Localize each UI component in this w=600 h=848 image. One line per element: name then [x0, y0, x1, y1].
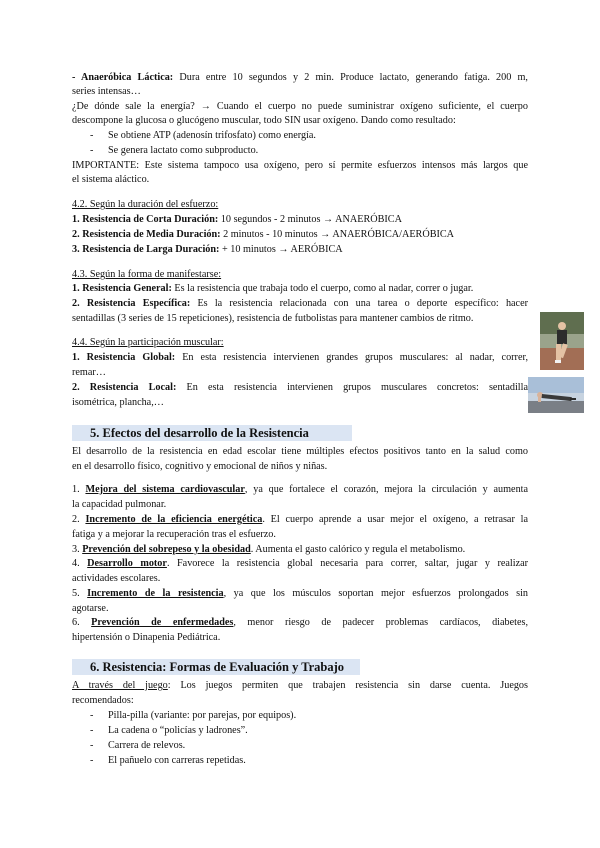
text-line: isométrica, plancha,… [72, 397, 164, 408]
bullet-dash: - [90, 710, 94, 721]
list-item: Pilla-pilla (variante: por parejas, por equipos). [108, 710, 297, 721]
bullet-dash: - [90, 755, 94, 766]
text-line: la capacidad pulmonar. [72, 499, 167, 510]
list-item: 1. Resistencia General: Es la resistencia que trabaja todo el cuerpo, como al nadar, correr o jugar. [72, 283, 474, 294]
list-item: 6. Prevención de enfermedades, menor riesgo de padecer problemas cardíacos, diabetes, [72, 617, 529, 628]
list-item: 1. Mejora del sistema cardiovascular, ya que fortalece el corazón, mejora la circulación y aumenta [72, 484, 529, 495]
list-item: 3. Prevención del sobrepeso y la obesidad. Aumenta el gasto calórico y regula el metabolismo. [72, 544, 466, 555]
text-line: IMPORTANTE: Este sistema tampoco usa oxígeno, pero sí permite esfuerzos intensos más largos que [72, 160, 528, 171]
list-item: 3. Resistencia de Larga Duración: + 10 minutos → AERÓBICA [72, 244, 343, 255]
list-item: A través del juego: Los juegos permiten que trabajen resistencia sin darse cuenta. Juegos [72, 680, 528, 691]
list-item: 2. Resistencia Local: En esta resistencia intervienen grupos musculares concretos: sentadilla [72, 382, 528, 393]
text-line: sentadillas (3 series de 15 repeticiones), resistencia de futbolistas para mantener cambios de ritmo. [72, 313, 474, 324]
list-item: 2. Incremento de la eficiencia energética. El cuerpo aprende a usar mejor el oxígeno, a retrasar la [72, 514, 528, 525]
section-heading: 5. Efectos del desarrollo de la Resistencia [90, 426, 309, 440]
subsection-title: 4.4. Según la participación muscular: [72, 337, 224, 348]
text-line: el sistema aláctico. [72, 174, 150, 185]
text-line: descompone la glucosa o glucógeno muscular, todo SIN usar oxígeno. Dando como resultado: [72, 115, 456, 126]
bullet-dash: - [90, 725, 94, 736]
bullet-dash: - [90, 130, 94, 141]
list-item: Carrera de relevos. [108, 740, 186, 751]
list-item: Se genera lactato como subproducto. [108, 145, 259, 156]
list-item: 2. Resistencia Específica: Es la resistencia relacionada con una tarea o deporte específico: hacer [72, 298, 528, 309]
text-line: actividades escolares. [72, 573, 161, 584]
text-line: remar… [72, 367, 106, 378]
list-item: 1. Resistencia de Corta Duración: 10 segundos - 2 minutos → ANAERÓBICA [72, 214, 402, 225]
text-line: agotarse. [72, 603, 109, 614]
list-item: 5. Incremento de la resistencia, ya que los músculos soportan mejor esfuerzos prolongados sin [72, 588, 528, 599]
text-line: hipertensión o Dinapenia Pediátrica. [72, 632, 221, 643]
list-item: 4. Desarrollo motor. Favorece la resistencia global necesaria para correr, saltar, jugar y realizar [72, 558, 529, 569]
list-item: La cadena o “policías y ladrones”. [108, 725, 248, 736]
subsection-title: 4.3. Según la forma de manifestarse: [72, 269, 222, 280]
text-line: en el desarrollo físico, cognitivo y emocional de niños y niñas. [72, 461, 328, 472]
lactic-line: - Anaeróbica Láctica: Dura entre 10 segundos y 2 min. Produce lactato, generando fatiga. 200 m, [72, 72, 528, 83]
bullet-dash: - [90, 145, 94, 156]
runner-photo [540, 312, 584, 370]
text-line: fatiga y a mejorar la recuperación tras el esfuerzo. [72, 529, 276, 540]
bullet-dash: - [90, 740, 94, 751]
list-item: El pañuelo con carreras repetidas. [108, 755, 246, 766]
text-line: series intensas… [72, 86, 141, 97]
text-line: El desarrollo de la resistencia en edad escolar tiene múltiples efectos positivos tanto en la salud como [72, 446, 528, 457]
list-item: 1. Resistencia Global: En esta resistencia intervienen grandes grupos musculares: al nadar, correr, [72, 352, 528, 363]
subsection-title: 4.2. Según la duración del esfuerzo: [72, 199, 219, 210]
list-item: Se obtiene ATP (adenosín trifosfato) como energía. [108, 130, 316, 141]
text-line: ¿De dónde sale la energía? → Cuando el cuerpo no puede suministrar oxígeno suficiente, el cuerpo [72, 101, 528, 112]
list-item: 2. Resistencia de Media Duración: 2 minutos - 10 minutos → ANAERÓBICA/AERÓBICA [72, 229, 455, 240]
section-heading: 6. Resistencia: Formas de Evaluación y Trabajo [90, 660, 345, 674]
text-line: recomendados: [72, 695, 134, 706]
plank-photo [528, 377, 584, 413]
